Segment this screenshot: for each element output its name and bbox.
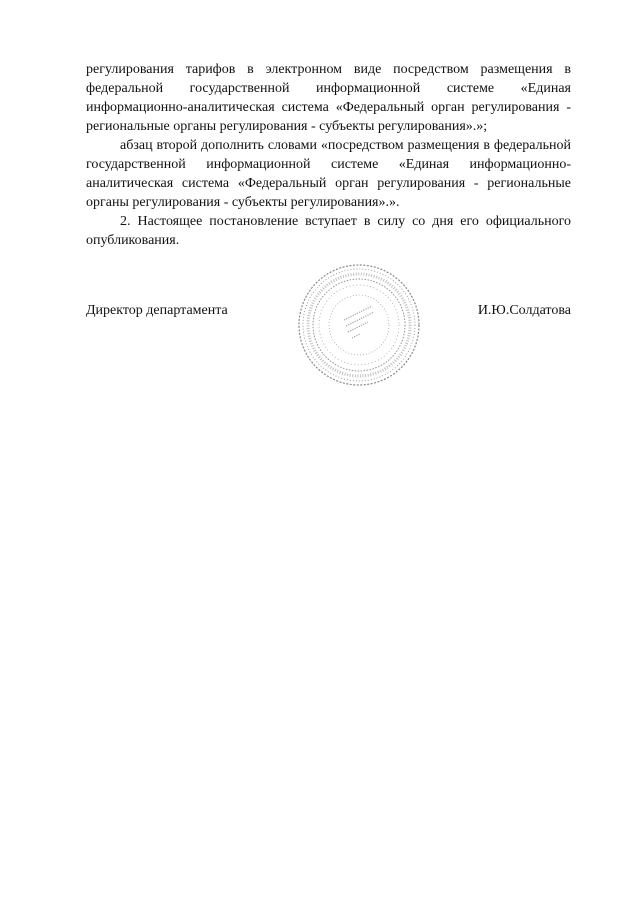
document-body	[86, 60, 571, 250]
paragraph-continuation: регулирования тарифов в электронном виде посредством размещения в федеральной государственной информационной системе «Единая информационно-аналитическая система «Федеральный орган регулирования - региональные органы регулирования - субъекты регулирования».»;	[86, 62, 571, 134]
signatory-name: И.Ю.Солдатова	[477, 303, 571, 318]
paragraph-effective-date: 2. Настоящее постановление вступает в силу со дня его официального опубликования.	[86, 214, 571, 248]
official-seal-icon	[296, 262, 422, 388]
paragraph-amendment: абзац второй дополнить словами «посредством размещения в федеральной государственной информационной системе «Единая информационно-аналитическая система «Федеральный орган регулирования - региональные органы регулирования - субъекты регулирования».».	[86, 138, 571, 210]
signatory-title: Директор департамента	[86, 303, 228, 318]
